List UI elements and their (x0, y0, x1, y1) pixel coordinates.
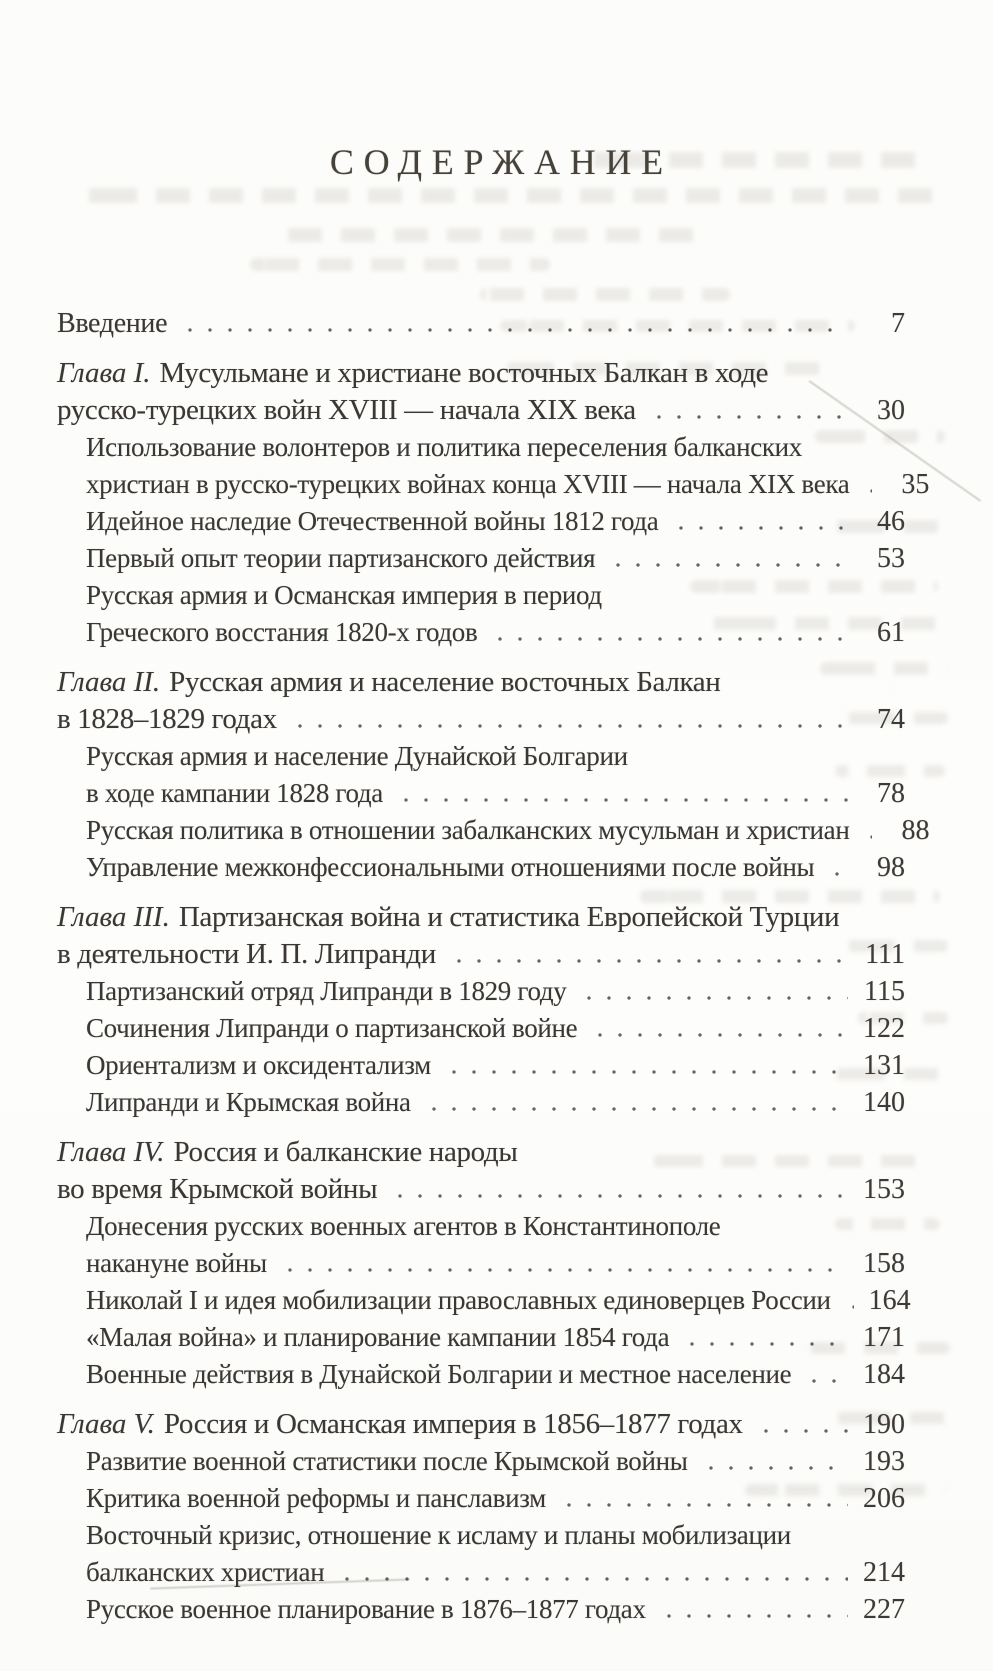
toc-text: Донесения русских военных агентов в Константинополе (86, 1211, 721, 1241)
toc-entry (57, 1282, 911, 1319)
toc-entry (57, 1319, 905, 1356)
toc-entry (57, 738, 905, 812)
toc-line (57, 973, 905, 1010)
toc-entry (57, 429, 930, 503)
toc-entry-chapter (57, 1406, 905, 1443)
toc-text: Ориентализм и оксидентализм (86, 1050, 431, 1080)
toc-text: Военные действия в Дунайской Болгарии и местное население (86, 1359, 792, 1389)
page-number: 206 (863, 1483, 905, 1514)
toc-text: Восточный кризис, отношение к исламу и планы мобилизации (86, 1520, 791, 1550)
toc-line (57, 1591, 905, 1628)
toc-text: Мусульмане и христиане восточных Балкан в ходе (159, 357, 769, 389)
dot-leader (180, 305, 848, 342)
toc-line (57, 812, 930, 849)
page-number: 131 (863, 1050, 905, 1081)
toc-line (57, 849, 905, 886)
toc-line (57, 1554, 905, 1591)
toc-line (57, 1480, 905, 1517)
toc-line (57, 1208, 905, 1245)
toc-text: Критика военной реформы и панславизм (86, 1483, 546, 1513)
page-number: 35 (901, 469, 930, 500)
page-number: 88 (901, 815, 930, 846)
bleed-through-smudge (480, 288, 730, 301)
dot-leader (337, 1554, 848, 1591)
page-number: 122 (863, 1013, 905, 1044)
toc-text: Сочинения Липранди о партизанской войне (86, 1013, 578, 1043)
dot-leader (396, 775, 848, 812)
dot-leader (290, 701, 848, 738)
page-number: 111 (865, 939, 905, 970)
toc-text: Идейное наследие Отечественной войны 1812 года (86, 506, 659, 536)
toc-line (57, 1517, 905, 1554)
chapter-label: Глава IV. (57, 1136, 165, 1168)
toc-line (57, 1356, 905, 1393)
page-number: 30 (877, 395, 905, 426)
toc-entry-chapter (57, 355, 905, 429)
chapter-label: Глава V. (57, 1408, 155, 1440)
page-number: 153 (863, 1174, 905, 1205)
toc-text: Россия и Османская империя в 1856–1877 годах (163, 1408, 743, 1440)
toc-text: Управление межконфессиональными отношениями после войны (86, 852, 815, 882)
page-number: 184 (863, 1359, 905, 1390)
dot-leader (862, 466, 872, 503)
chapter-label: Глава III. (57, 901, 170, 933)
toc-text: в деятельности И. П. Липранди (57, 938, 436, 970)
page-number: 53 (877, 543, 905, 574)
toc-entry (57, 1010, 905, 1047)
dot-leader (490, 614, 848, 651)
page-number: 74 (877, 704, 905, 735)
toc-line (57, 701, 905, 738)
toc-line (57, 1406, 905, 1443)
toc-entry (57, 1356, 905, 1393)
toc-text: накануне войны (86, 1248, 267, 1278)
toc-list (57, 305, 930, 1628)
page-number: 171 (863, 1322, 905, 1353)
toc-line (57, 577, 905, 614)
dot-leader (590, 1010, 848, 1047)
page-number: 7 (891, 308, 905, 339)
toc-line (57, 738, 905, 775)
toc-entry (57, 540, 905, 577)
page-number: 140 (863, 1087, 905, 1118)
toc-text: Русское военное планирование в 1876–1877 годах (86, 1594, 646, 1624)
dot-leader (390, 1171, 848, 1208)
toc-entry-chapter (57, 899, 905, 973)
toc-line (57, 540, 905, 577)
dot-leader (449, 936, 848, 973)
toc-text: в ходе кампании 1828 года (86, 778, 383, 808)
toc-entry (57, 305, 905, 342)
toc-entry (57, 973, 905, 1010)
toc-line (57, 392, 905, 429)
toc-text: балканских христиан (86, 1557, 325, 1587)
toc-line (57, 1134, 905, 1171)
toc-entry (57, 577, 905, 651)
bleed-through-smudge (75, 188, 937, 203)
toc-line (57, 1282, 911, 1319)
toc-entry (57, 1084, 905, 1121)
toc-entry (57, 849, 905, 886)
toc-text: Русская армия и население Дунайской Болгарии (86, 741, 628, 771)
toc-line (57, 664, 905, 701)
page-number: 227 (863, 1594, 905, 1625)
dot-leader (444, 1047, 848, 1084)
toc-text: Первый опыт теории партизанского действия (86, 543, 596, 573)
dot-leader (559, 1480, 848, 1517)
toc-line (57, 305, 905, 342)
toc-entry (57, 1047, 905, 1084)
toc-entry-chapter (57, 1134, 905, 1208)
page-title: СОДЕРЖАНИЕ (329, 142, 673, 182)
toc-line (57, 429, 905, 466)
page-number: 193 (863, 1446, 905, 1477)
dot-leader (424, 1084, 848, 1121)
toc-line (57, 775, 905, 812)
toc-text: Партизанский отряд Липранди в 1829 году (86, 976, 567, 1006)
dot-leader (682, 1319, 848, 1356)
toc-text: Греческого восстания 1820-х годов (86, 617, 478, 647)
dot-leader (844, 1282, 854, 1319)
toc-text: Николай I и идея мобилизации православных единоверцев России (86, 1285, 831, 1315)
toc-entry (57, 1591, 905, 1628)
toc-line (57, 1171, 905, 1208)
dot-leader (827, 849, 848, 886)
toc-line (57, 1010, 905, 1047)
page-number: 78 (877, 778, 905, 809)
chapter-label: Глава I. (57, 357, 151, 389)
dot-leader (862, 812, 872, 849)
toc-line (57, 614, 905, 651)
toc-entry-chapter (57, 664, 905, 738)
toc-text: Развитие военной статистики после Крымской войны (86, 1446, 688, 1476)
toc-line (57, 1084, 905, 1121)
toc-text: в 1828–1829 годах (57, 703, 277, 735)
toc-entry (57, 812, 930, 849)
toc-text: Использование волонтеров и политика переселения балканских (86, 432, 802, 462)
page-number: 214 (863, 1557, 905, 1588)
toc-entry (57, 503, 905, 540)
toc-line (57, 466, 930, 503)
toc-text: Партизанская война и статистика Европейской Турции (178, 901, 840, 933)
page-number: 98 (877, 852, 905, 883)
dot-leader (649, 392, 848, 429)
page-number: 190 (863, 1409, 905, 1440)
dot-leader (608, 540, 848, 577)
page-number: 158 (863, 1248, 905, 1279)
dot-leader (701, 1443, 848, 1480)
bleed-through-smudge (250, 258, 550, 271)
page-number: 115 (864, 976, 905, 1007)
toc-text: во время Крымской войны (57, 1173, 378, 1205)
dot-leader (280, 1245, 848, 1282)
toc-line (57, 936, 905, 973)
toc-text: христиан в русско-турецких войнах конца XVIII — начала XIX века (86, 469, 850, 499)
toc-entry (57, 1517, 905, 1591)
toc-entry (57, 1480, 905, 1517)
toc-text: русско-турецких войн XVIII — начала XIX века (57, 394, 636, 426)
toc-line (57, 1319, 905, 1356)
page-number: 61 (877, 617, 905, 648)
toc-line (57, 1245, 905, 1282)
toc-text: Русская политика в отношении забалканских мусульман и христиан (86, 815, 850, 845)
dot-leader (671, 503, 848, 540)
page-number: 164 (868, 1285, 911, 1316)
toc-text: Липранди и Крымская война (86, 1087, 411, 1117)
bleed-through-smudge (285, 228, 705, 242)
page-number: 46 (877, 506, 905, 537)
toc-text: Русская армия и Османская империя в период (86, 580, 602, 610)
toc-entry (57, 1208, 905, 1282)
dot-leader (756, 1406, 848, 1443)
dot-leader (804, 1356, 848, 1393)
toc-text: Русская армия и население восточных Балкан (169, 666, 721, 698)
toc-line (57, 899, 905, 936)
toc-text: Россия и балканские народы (173, 1136, 518, 1168)
toc-entry (57, 1443, 905, 1480)
dot-leader (579, 973, 848, 1010)
toc-text: «Малая война» и планирование кампании 1854 года (86, 1322, 670, 1352)
toc-line (57, 1047, 905, 1084)
chapter-label: Глава II. (57, 666, 161, 698)
toc-line (57, 1443, 905, 1480)
toc-line (57, 503, 905, 540)
toc-text: Введение (57, 308, 168, 339)
toc-line (57, 355, 905, 392)
dot-leader (659, 1591, 848, 1628)
